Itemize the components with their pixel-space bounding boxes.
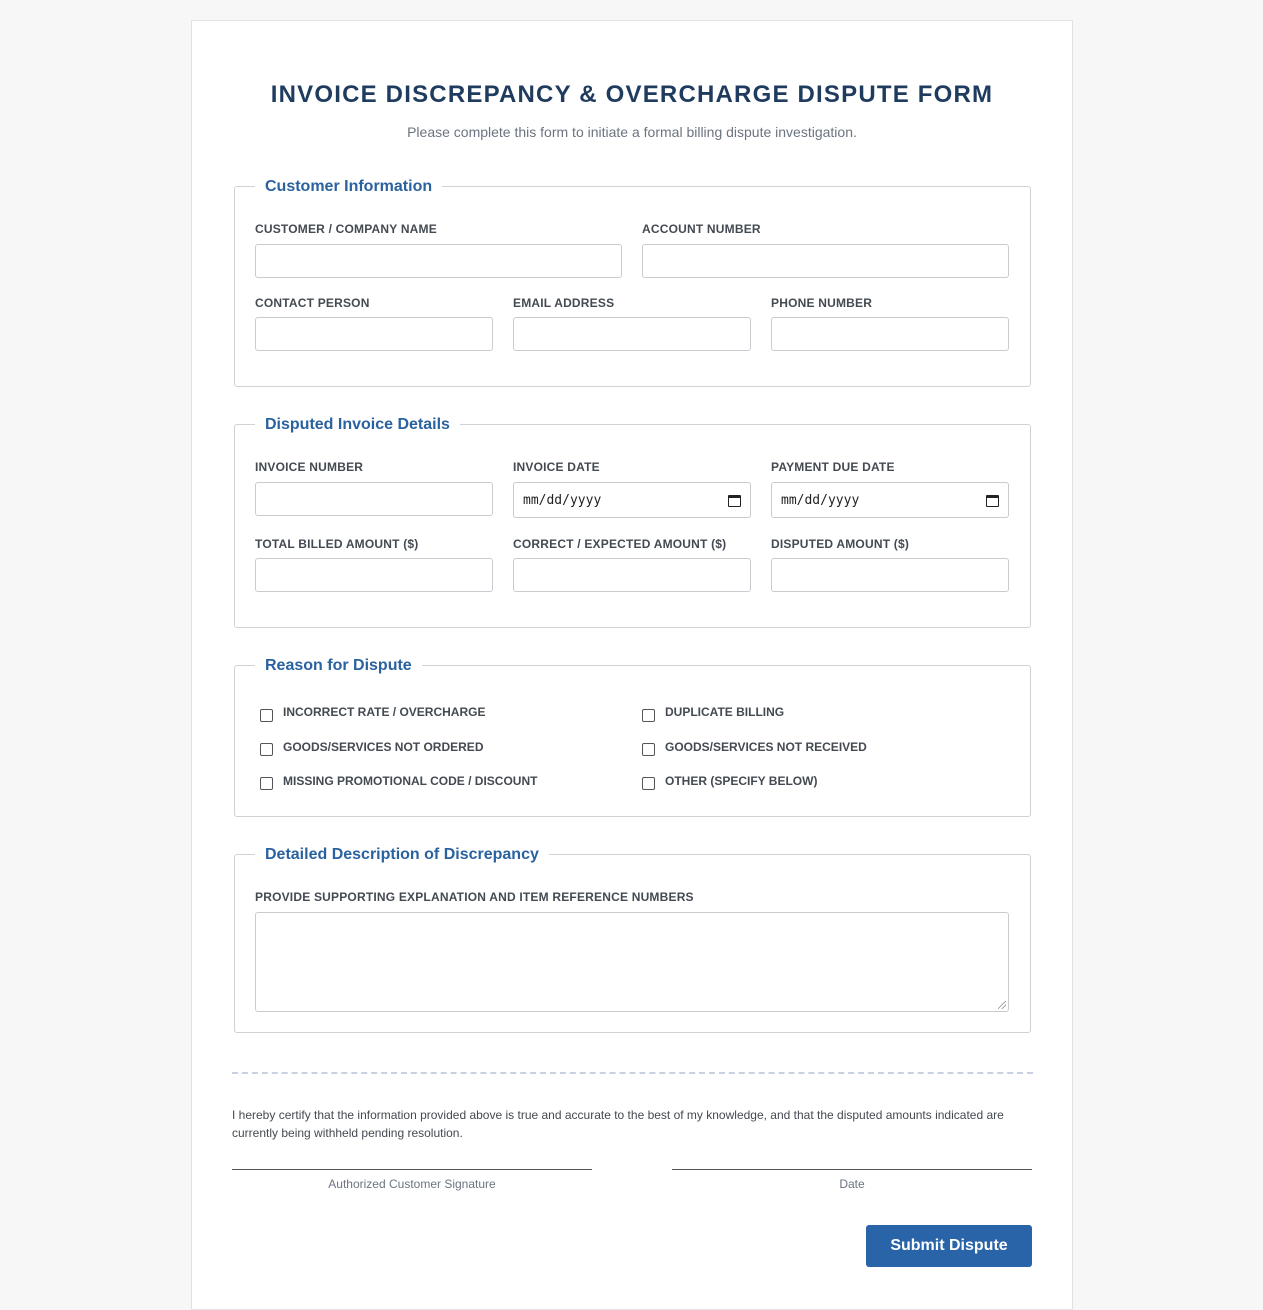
disputed-amount-label: DISPUTED AMOUNT ($) bbox=[771, 537, 910, 551]
description-textarea[interactable] bbox=[255, 912, 1009, 1012]
calendar-icon[interactable] bbox=[728, 494, 741, 507]
signature-line[interactable] bbox=[232, 1169, 592, 1170]
signature-label: Authorized Customer Signature bbox=[328, 1177, 496, 1191]
checkbox-other-label[interactable]: OTHER (SPECIFY BELOW) bbox=[665, 774, 818, 788]
dispute-form-page bbox=[191, 20, 1073, 1310]
form-title: INVOICE DISCREPANCY & OVERCHARGE DISPUTE FORM bbox=[270, 81, 994, 108]
invoice-details-legend: Disputed Invoice Details bbox=[255, 415, 460, 435]
expected-amount-input[interactable] bbox=[513, 558, 751, 592]
invoice-number-input[interactable] bbox=[255, 482, 493, 516]
invoice-date-placeholder: mm/dd/yyyy bbox=[523, 492, 602, 508]
invoice-date-label: INVOICE DATE bbox=[513, 460, 600, 474]
customer-information-section bbox=[234, 178, 1031, 387]
contact-person-input[interactable] bbox=[255, 317, 493, 351]
date-label: Date bbox=[839, 1177, 865, 1191]
contact-person-label: CONTACT PERSON bbox=[255, 296, 370, 310]
email-address-label: EMAIL ADDRESS bbox=[513, 296, 615, 310]
payment-due-date-label: PAYMENT DUE DATE bbox=[771, 460, 895, 474]
description-legend: Detailed Description of Discrepancy bbox=[255, 845, 549, 865]
section-divider bbox=[232, 1072, 1033, 1074]
total-billed-label: TOTAL BILLED AMOUNT ($) bbox=[255, 537, 419, 551]
phone-number-label: PHONE NUMBER bbox=[771, 296, 873, 310]
checkbox-other[interactable] bbox=[642, 777, 655, 790]
disputed-amount-input[interactable] bbox=[771, 558, 1009, 592]
description-label: PROVIDE SUPPORTING EXPLANATION AND ITEM REFERENCE NUMBERS bbox=[255, 890, 694, 904]
submit-dispute-button[interactable]: Submit Dispute bbox=[866, 1225, 1032, 1267]
email-address-input[interactable] bbox=[513, 317, 751, 351]
checkbox-missing-discount-label[interactable]: MISSING PROMOTIONAL CODE / DISCOUNT bbox=[283, 774, 538, 788]
calendar-icon[interactable] bbox=[986, 494, 999, 507]
resize-handle-icon[interactable] bbox=[998, 1001, 1006, 1009]
checkbox-not-received[interactable] bbox=[642, 743, 655, 756]
phone-number-input[interactable] bbox=[771, 317, 1009, 351]
invoice-details-section bbox=[234, 416, 1031, 628]
checkbox-incorrect-rate-label[interactable]: INCORRECT RATE / OVERCHARGE bbox=[283, 705, 486, 719]
invoice-number-label: INVOICE NUMBER bbox=[255, 460, 364, 474]
total-billed-input[interactable] bbox=[255, 558, 493, 592]
certification-text: I hereby certify that the information provided above is true and accurate to the best of my knowledge, and that the disputed amounts indicated are currently being withheld pending resolution. bbox=[232, 1108, 1004, 1140]
payment-due-date-input[interactable] bbox=[771, 482, 1009, 518]
payment-due-date-placeholder: mm/dd/yyyy bbox=[781, 492, 860, 508]
account-number-label: ACCOUNT NUMBER bbox=[642, 222, 761, 236]
checkbox-duplicate-billing-label[interactable]: DUPLICATE BILLING bbox=[665, 705, 785, 719]
form-subtitle: Please complete this form to initiate a formal billing dispute investigation. bbox=[407, 124, 857, 140]
company-name-input[interactable] bbox=[255, 244, 622, 278]
date-line[interactable] bbox=[672, 1169, 1032, 1170]
checkbox-not-ordered-label[interactable]: GOODS/SERVICES NOT ORDERED bbox=[283, 740, 484, 754]
checkbox-incorrect-rate[interactable] bbox=[260, 709, 273, 722]
reason-for-dispute-section bbox=[234, 657, 1031, 817]
description-section bbox=[234, 846, 1031, 1033]
reason-for-dispute-legend: Reason for Dispute bbox=[255, 656, 422, 676]
checkbox-missing-discount[interactable] bbox=[260, 777, 273, 790]
expected-amount-label: CORRECT / EXPECTED AMOUNT ($) bbox=[513, 537, 727, 551]
checkbox-duplicate-billing[interactable] bbox=[642, 709, 655, 722]
company-name-label: CUSTOMER / COMPANY NAME bbox=[255, 222, 437, 236]
customer-information-legend: Customer Information bbox=[255, 177, 442, 197]
account-number-input[interactable] bbox=[642, 244, 1009, 278]
checkbox-not-received-label[interactable]: GOODS/SERVICES NOT RECEIVED bbox=[665, 740, 867, 754]
invoice-date-input[interactable] bbox=[513, 482, 751, 518]
checkbox-not-ordered[interactable] bbox=[260, 743, 273, 756]
